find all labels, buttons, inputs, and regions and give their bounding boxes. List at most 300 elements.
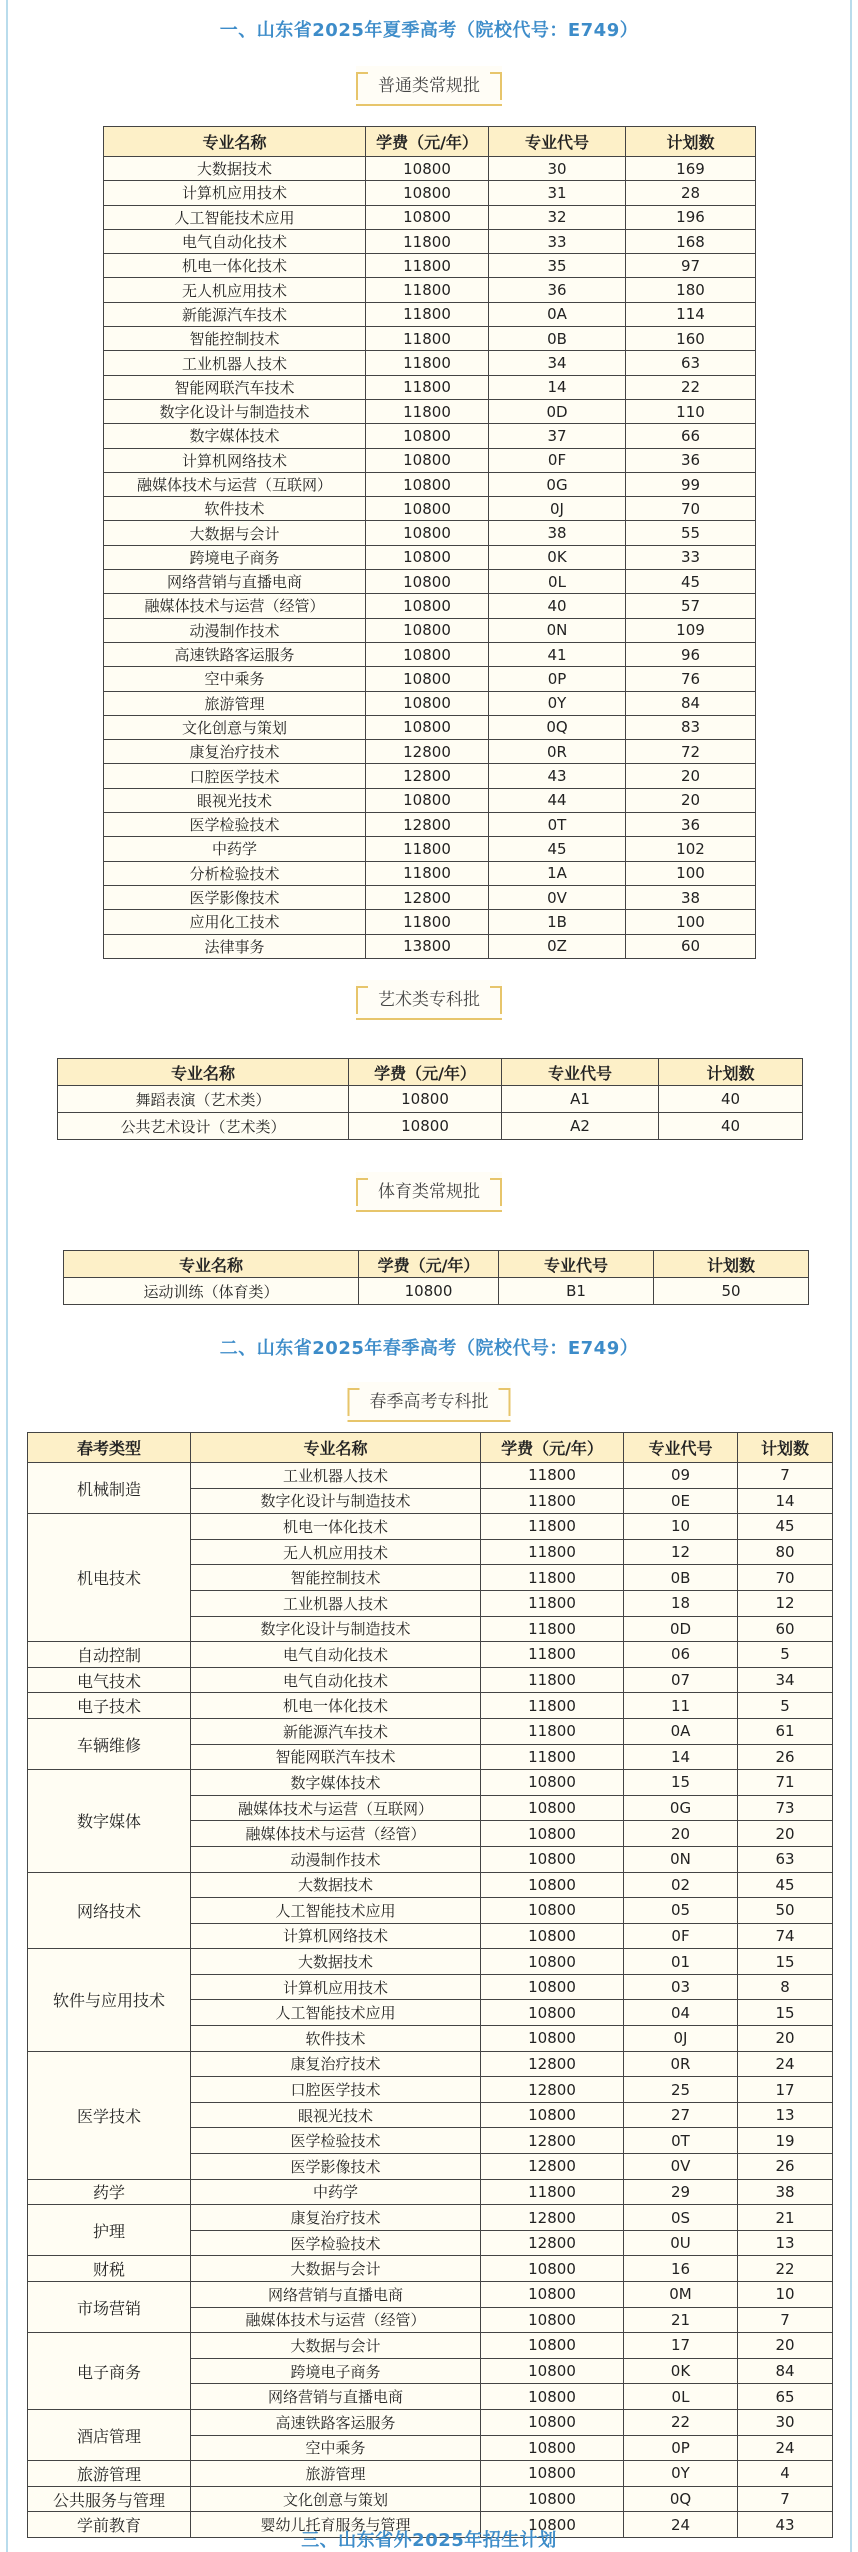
section-title-summer: 一、山东省2025年夏季高考（院校代号：E749） xyxy=(219,20,639,41)
cell-code: 0D xyxy=(624,1616,738,1642)
cell-fee: 11800 xyxy=(481,1718,624,1744)
cell-fee: 11800 xyxy=(366,910,489,934)
cell-plan: 17 xyxy=(738,2077,833,2103)
cell-fee: 11800 xyxy=(366,254,489,278)
cell-plan: 169 xyxy=(626,157,756,181)
table-row xyxy=(104,715,756,739)
cell-major: 分析检验技术 xyxy=(104,861,366,885)
cell-major: 舞蹈表演（艺术类） xyxy=(58,1086,349,1113)
cell-major: 康复治疗技术 xyxy=(191,2205,481,2231)
cell-plan: 80 xyxy=(738,1539,833,1565)
cell-major: 数字化设计与制造技术 xyxy=(191,1616,481,1642)
cell-plan: 20 xyxy=(626,788,756,812)
table-row xyxy=(104,424,756,448)
cell-code: 0F xyxy=(489,448,626,472)
cell-code: 0L xyxy=(489,570,626,594)
cell-code: 31 xyxy=(489,181,626,205)
cell-fee: 10800 xyxy=(481,1898,624,1924)
cell-plan: 114 xyxy=(626,302,756,326)
cell-code: 0N xyxy=(489,618,626,642)
cell-major: 眼视光技术 xyxy=(191,2102,481,2128)
cell-code: 41 xyxy=(489,642,626,666)
cell-plan: 180 xyxy=(626,278,756,302)
cell-plan: 7 xyxy=(738,2486,833,2512)
cell-major: 机电一体化技术 xyxy=(191,1693,481,1719)
cell-fee: 10800 xyxy=(366,618,489,642)
cell-plan: 15 xyxy=(738,1949,833,1975)
table-row xyxy=(104,278,756,302)
cell-code: 29 xyxy=(624,2179,738,2205)
cell-code: 0M xyxy=(624,2282,738,2308)
cell-fee: 11800 xyxy=(366,375,489,399)
cell-major: 大数据与会计 xyxy=(191,2333,481,2359)
cell-fee: 11800 xyxy=(481,1590,624,1616)
cell-plan: 26 xyxy=(738,1744,833,1770)
cell-fee: 11800 xyxy=(366,399,489,423)
cell-code: 45 xyxy=(489,837,626,861)
cell-code: 0R xyxy=(489,740,626,764)
header-plan: 计划数 xyxy=(738,1433,833,1463)
cell-code: 43 xyxy=(489,764,626,788)
cell-plan: 55 xyxy=(626,521,756,545)
cell-plan: 50 xyxy=(738,1898,833,1924)
cell-major: 医学检验技术 xyxy=(191,2230,481,2256)
cell-fee: 10800 xyxy=(366,521,489,545)
cell-code: 0K xyxy=(489,545,626,569)
cell-major: 跨境电子商务 xyxy=(191,2358,481,2384)
cell-code: 06 xyxy=(624,1642,738,1668)
cell-plan: 36 xyxy=(626,813,756,837)
cell-fee: 12800 xyxy=(366,740,489,764)
cell-code: 34 xyxy=(489,351,626,375)
cell-code: 0J xyxy=(489,497,626,521)
cell-plan: 13 xyxy=(738,2230,833,2256)
table-body-yishu xyxy=(58,1086,803,1140)
cell-plan: 60 xyxy=(626,934,756,958)
table-row xyxy=(28,1667,833,1693)
cell-major: 大数据与会计 xyxy=(104,521,366,545)
cell-spring-type: 数字媒体 xyxy=(28,1770,191,1872)
cell-fee: 10800 xyxy=(481,2026,624,2052)
cell-fee: 12800 xyxy=(481,2051,624,2077)
table-row xyxy=(28,2179,833,2205)
cell-major: 计算机应用技术 xyxy=(191,1974,481,2000)
cell-spring-type: 机械制造 xyxy=(28,1463,191,1514)
header-code: 专业代号 xyxy=(624,1433,738,1463)
cell-fee: 10800 xyxy=(366,472,489,496)
cell-fee: 11800 xyxy=(481,1693,624,1719)
cell-plan: 26 xyxy=(738,2154,833,2180)
cell-fee: 10800 xyxy=(349,1113,502,1140)
cell-code: 0R xyxy=(624,2051,738,2077)
cell-code: 0A xyxy=(624,1718,738,1744)
badge-yishu: 艺术类专科批 xyxy=(356,980,502,1020)
cell-code: 27 xyxy=(624,2102,738,2128)
table-row xyxy=(64,1278,809,1305)
cell-fee: 10800 xyxy=(481,2512,624,2538)
cell-major: 机电一体化技术 xyxy=(104,254,366,278)
header-major: 专业名称 xyxy=(191,1433,481,1463)
cell-code: 0B xyxy=(489,327,626,351)
table-chunji xyxy=(27,1432,833,2538)
table-row xyxy=(104,545,756,569)
cell-fee: 10800 xyxy=(366,642,489,666)
cell-fee: 10800 xyxy=(481,2486,624,2512)
cell-plan: 100 xyxy=(626,910,756,934)
cell-major: 公共艺术设计（艺术类） xyxy=(58,1113,349,1140)
table-row xyxy=(104,934,756,958)
cell-plan: 28 xyxy=(626,181,756,205)
cell-fee: 12800 xyxy=(481,2128,624,2154)
cell-major: 运动训练（体育类） xyxy=(64,1278,359,1305)
cell-code: 1B xyxy=(489,910,626,934)
cell-code: 10 xyxy=(624,1514,738,1540)
cell-code: 44 xyxy=(489,788,626,812)
cell-plan: 97 xyxy=(626,254,756,278)
cell-major: 计算机网络技术 xyxy=(104,448,366,472)
cell-major: 融媒体技术与运营（经管） xyxy=(191,1821,481,1847)
cell-major: 网络营销与直播电商 xyxy=(104,570,366,594)
cell-major: 智能控制技术 xyxy=(191,1565,481,1591)
table-row xyxy=(28,1463,833,1489)
cell-spring-type: 车辆维修 xyxy=(28,1718,191,1769)
table-row xyxy=(104,642,756,666)
cell-plan: 83 xyxy=(626,715,756,739)
cell-fee: 12800 xyxy=(481,2205,624,2231)
cell-major: 计算机应用技术 xyxy=(104,181,366,205)
cell-plan: 20 xyxy=(738,1821,833,1847)
cell-code: 01 xyxy=(624,1949,738,1975)
cell-major: 文化创意与策划 xyxy=(191,2486,481,2512)
cell-major: 网络营销与直播电商 xyxy=(191,2282,481,2308)
cell-plan: 24 xyxy=(738,2435,833,2461)
cell-major: 电气自动化技术 xyxy=(104,229,366,253)
header-plan: 计划数 xyxy=(654,1251,809,1278)
cell-code: 0V xyxy=(624,2154,738,2180)
table-row xyxy=(104,181,756,205)
cell-code: 14 xyxy=(489,375,626,399)
section-title-spring: 二、山东省2025年春季高考（院校代号：E749） xyxy=(219,1338,639,1359)
cell-major: 网络营销与直播电商 xyxy=(191,2384,481,2410)
cell-major: 电气自动化技术 xyxy=(191,1642,481,1668)
header-code: 专业代号 xyxy=(489,127,626,157)
badge-chunji: 春季高考专科批 xyxy=(348,1382,511,1422)
cell-major: 工业机器人技术 xyxy=(191,1463,481,1489)
cell-plan: 45 xyxy=(738,1872,833,1898)
cell-plan: 5 xyxy=(738,1693,833,1719)
cell-code: 0E xyxy=(624,1488,738,1514)
cell-fee: 10800 xyxy=(366,497,489,521)
cell-plan: 99 xyxy=(626,472,756,496)
cell-major: 大数据与会计 xyxy=(191,2256,481,2282)
cell-code: 09 xyxy=(624,1463,738,1489)
cell-plan: 50 xyxy=(654,1278,809,1305)
cell-plan: 70 xyxy=(738,1565,833,1591)
cell-fee: 10800 xyxy=(366,157,489,181)
cell-plan: 160 xyxy=(626,327,756,351)
cell-major: 中药学 xyxy=(191,2179,481,2205)
cell-plan: 65 xyxy=(738,2384,833,2410)
cell-major: 康复治疗技术 xyxy=(104,740,366,764)
cell-code: 30 xyxy=(489,157,626,181)
header-major: 专业名称 xyxy=(104,127,366,157)
cell-plan: 74 xyxy=(738,1923,833,1949)
cell-spring-type: 网络技术 xyxy=(28,1872,191,1949)
cell-spring-type: 药学 xyxy=(28,2179,191,2205)
cell-code: 04 xyxy=(624,2000,738,2026)
cell-plan: 30 xyxy=(738,2409,833,2435)
cell-code: 0P xyxy=(489,667,626,691)
cell-plan: 20 xyxy=(626,764,756,788)
cell-fee: 10800 xyxy=(366,424,489,448)
table-row xyxy=(58,1113,803,1140)
cell-code: 11 xyxy=(624,1693,738,1719)
cell-plan: 36 xyxy=(626,448,756,472)
cell-major: 高速铁路客运服务 xyxy=(191,2409,481,2435)
cell-fee: 10800 xyxy=(481,2282,624,2308)
cell-code: 16 xyxy=(624,2256,738,2282)
cell-fee: 10800 xyxy=(481,2358,624,2384)
cell-major: 动漫制作技术 xyxy=(104,618,366,642)
cell-major: 婴幼儿托育服务与管理 xyxy=(191,2512,481,2538)
cell-fee: 10800 xyxy=(481,1846,624,1872)
cell-plan: 21 xyxy=(738,2205,833,2231)
cell-fee: 12800 xyxy=(481,2230,624,2256)
cell-code: 0K xyxy=(624,2358,738,2384)
cell-code: 0J xyxy=(624,2026,738,2052)
table-yishu xyxy=(57,1058,803,1140)
cell-plan: 45 xyxy=(626,570,756,594)
cell-plan: 96 xyxy=(626,642,756,666)
table-row xyxy=(28,2461,833,2487)
cell-major: 应用化工技术 xyxy=(104,910,366,934)
cell-code: 0G xyxy=(624,1795,738,1821)
cell-spring-type: 电气技术 xyxy=(28,1667,191,1693)
cell-plan: 102 xyxy=(626,837,756,861)
cell-fee: 12800 xyxy=(481,2154,624,2180)
cell-code: 33 xyxy=(489,229,626,253)
cell-plan: 84 xyxy=(626,691,756,715)
cell-fee: 10800 xyxy=(481,2409,624,2435)
cell-code: 05 xyxy=(624,1898,738,1924)
cell-spring-type: 软件与应用技术 xyxy=(28,1949,191,2051)
header-fee: 学费（元/年） xyxy=(366,127,489,157)
cell-code: 36 xyxy=(489,278,626,302)
header-major: 专业名称 xyxy=(64,1251,359,1278)
cell-plan: 45 xyxy=(738,1514,833,1540)
cell-major: 大数据技术 xyxy=(191,1949,481,1975)
cell-major: 智能网联汽车技术 xyxy=(104,375,366,399)
cell-fee: 12800 xyxy=(366,764,489,788)
cell-fee: 11800 xyxy=(481,1616,624,1642)
cell-code: 07 xyxy=(624,1667,738,1693)
cell-code: 20 xyxy=(624,1821,738,1847)
table-row xyxy=(28,1693,833,1719)
cell-major: 大数据技术 xyxy=(104,157,366,181)
cell-major: 数字媒体技术 xyxy=(191,1770,481,1796)
cell-code: 02 xyxy=(624,1872,738,1898)
cell-major: 工业机器人技术 xyxy=(191,1590,481,1616)
cell-plan: 7 xyxy=(738,2307,833,2333)
cell-fee: 11800 xyxy=(366,278,489,302)
cell-major: 融媒体技术与运营（互联网） xyxy=(104,472,366,496)
cell-fee: 10800 xyxy=(481,2307,624,2333)
table-row xyxy=(104,327,756,351)
cell-plan: 72 xyxy=(626,740,756,764)
cell-fee: 10800 xyxy=(366,205,489,229)
cell-code: 0P xyxy=(624,2435,738,2461)
cell-major: 计算机网络技术 xyxy=(191,1923,481,1949)
cell-plan: 7 xyxy=(738,1463,833,1489)
cell-plan: 20 xyxy=(738,2026,833,2052)
cell-major: 机电一体化技术 xyxy=(191,1514,481,1540)
cell-code: B1 xyxy=(499,1278,654,1305)
cell-major: 工业机器人技术 xyxy=(104,351,366,375)
cell-code: 37 xyxy=(489,424,626,448)
table-row xyxy=(28,2333,833,2359)
header-major: 专业名称 xyxy=(58,1059,349,1086)
table-row xyxy=(104,229,756,253)
header-plan: 计划数 xyxy=(626,127,756,157)
table-row xyxy=(104,157,756,181)
table-row xyxy=(28,2282,833,2308)
table-row xyxy=(104,910,756,934)
cell-code: 0A xyxy=(489,302,626,326)
cell-fee: 10800 xyxy=(481,1872,624,1898)
table-row xyxy=(104,837,756,861)
cell-plan: 70 xyxy=(626,497,756,521)
cell-plan: 60 xyxy=(738,1616,833,1642)
header-fee: 学费（元/年） xyxy=(349,1059,502,1086)
cell-fee: 10800 xyxy=(481,1821,624,1847)
cell-plan: 57 xyxy=(626,594,756,618)
cell-plan: 100 xyxy=(626,861,756,885)
cell-major: 旅游管理 xyxy=(191,2461,481,2487)
table-row xyxy=(104,740,756,764)
cell-fee: 11800 xyxy=(481,1565,624,1591)
table-row xyxy=(104,861,756,885)
table-row xyxy=(28,1770,833,1796)
table-row xyxy=(104,399,756,423)
table-row xyxy=(104,497,756,521)
cell-major: 人工智能技术应用 xyxy=(104,205,366,229)
table-body-chunji xyxy=(28,1463,833,2538)
cell-fee: 10800 xyxy=(366,448,489,472)
cell-major: 医学影像技术 xyxy=(104,885,366,909)
cell-plan: 33 xyxy=(626,545,756,569)
table-body-tiyu xyxy=(64,1278,809,1305)
cell-fee: 11800 xyxy=(481,2179,624,2205)
cell-fee: 11800 xyxy=(366,229,489,253)
cell-fee: 10800 xyxy=(481,1770,624,1796)
cell-code: 22 xyxy=(624,2409,738,2435)
cell-code: A2 xyxy=(502,1113,659,1140)
cell-major: 大数据技术 xyxy=(191,1872,481,1898)
table-row xyxy=(104,594,756,618)
cell-code: 15 xyxy=(624,1770,738,1796)
cell-spring-type: 护理 xyxy=(28,2205,191,2256)
cell-major: 融媒体技术与运营（互联网） xyxy=(191,1795,481,1821)
cell-spring-type: 自动控制 xyxy=(28,1642,191,1668)
cell-major: 人工智能技术应用 xyxy=(191,1898,481,1924)
cell-major: 智能网联汽车技术 xyxy=(191,1744,481,1770)
cell-fee: 10800 xyxy=(366,715,489,739)
cell-fee: 11800 xyxy=(481,1744,624,1770)
cell-plan: 22 xyxy=(626,375,756,399)
cell-major: 空中乘务 xyxy=(104,667,366,691)
cell-plan: 20 xyxy=(738,2333,833,2359)
right-border-rule xyxy=(850,0,852,2552)
cell-fee: 10800 xyxy=(366,691,489,715)
cell-major: 高速铁路客运服务 xyxy=(104,642,366,666)
cell-fee: 10800 xyxy=(481,2384,624,2410)
cell-spring-type: 市场营销 xyxy=(28,2282,191,2333)
cell-plan: 10 xyxy=(738,2282,833,2308)
cell-major: 电气自动化技术 xyxy=(191,1667,481,1693)
header-code: 专业代号 xyxy=(499,1251,654,1278)
cell-code: 38 xyxy=(489,521,626,545)
cell-major: 无人机应用技术 xyxy=(104,278,366,302)
cell-spring-type: 医学技术 xyxy=(28,2051,191,2179)
cell-plan: 12 xyxy=(738,1590,833,1616)
cell-plan: 19 xyxy=(738,2128,833,2154)
table-row xyxy=(28,2409,833,2435)
cell-fee: 13800 xyxy=(366,934,489,958)
table-row xyxy=(104,813,756,837)
cell-major: 医学检验技术 xyxy=(191,2128,481,2154)
cell-fee: 10800 xyxy=(481,2102,624,2128)
table-row xyxy=(28,2256,833,2282)
cell-spring-type: 机电技术 xyxy=(28,1514,191,1642)
cell-fee: 11800 xyxy=(481,1642,624,1668)
cell-major: 软件技术 xyxy=(104,497,366,521)
cell-code: 0Y xyxy=(624,2461,738,2487)
table-row xyxy=(104,570,756,594)
cell-code: 12 xyxy=(624,1539,738,1565)
cell-code: 0G xyxy=(489,472,626,496)
section-title-outside: 三、山东省外2025年招生计划 xyxy=(301,2530,557,2551)
cell-plan: 61 xyxy=(738,1718,833,1744)
cell-fee: 11800 xyxy=(366,327,489,351)
table-body-putong xyxy=(104,157,756,959)
header-plan: 计划数 xyxy=(659,1059,803,1086)
table-row xyxy=(104,764,756,788)
cell-major: 医学影像技术 xyxy=(191,2154,481,2180)
cell-fee: 11800 xyxy=(366,861,489,885)
table-row xyxy=(28,2205,833,2231)
cell-spring-type: 酒店管理 xyxy=(28,2409,191,2460)
table-tiyu xyxy=(63,1250,809,1305)
cell-plan: 13 xyxy=(738,2102,833,2128)
cell-fee: 10800 xyxy=(366,181,489,205)
cell-major: 无人机应用技术 xyxy=(191,1539,481,1565)
cell-fee: 10800 xyxy=(481,2435,624,2461)
cell-major: 眼视光技术 xyxy=(104,788,366,812)
cell-fee: 10800 xyxy=(366,667,489,691)
cell-plan: 110 xyxy=(626,399,756,423)
header-code: 专业代号 xyxy=(502,1059,659,1086)
cell-major: 动漫制作技术 xyxy=(191,1846,481,1872)
cell-code: 0S xyxy=(624,2205,738,2231)
cell-code: 32 xyxy=(489,205,626,229)
cell-code: 14 xyxy=(624,1744,738,1770)
cell-fee: 11800 xyxy=(481,1667,624,1693)
cell-fee: 11800 xyxy=(366,837,489,861)
cell-code: 17 xyxy=(624,2333,738,2359)
cell-code: 40 xyxy=(489,594,626,618)
cell-fee: 11800 xyxy=(366,302,489,326)
cell-fee: 10800 xyxy=(481,2333,624,2359)
